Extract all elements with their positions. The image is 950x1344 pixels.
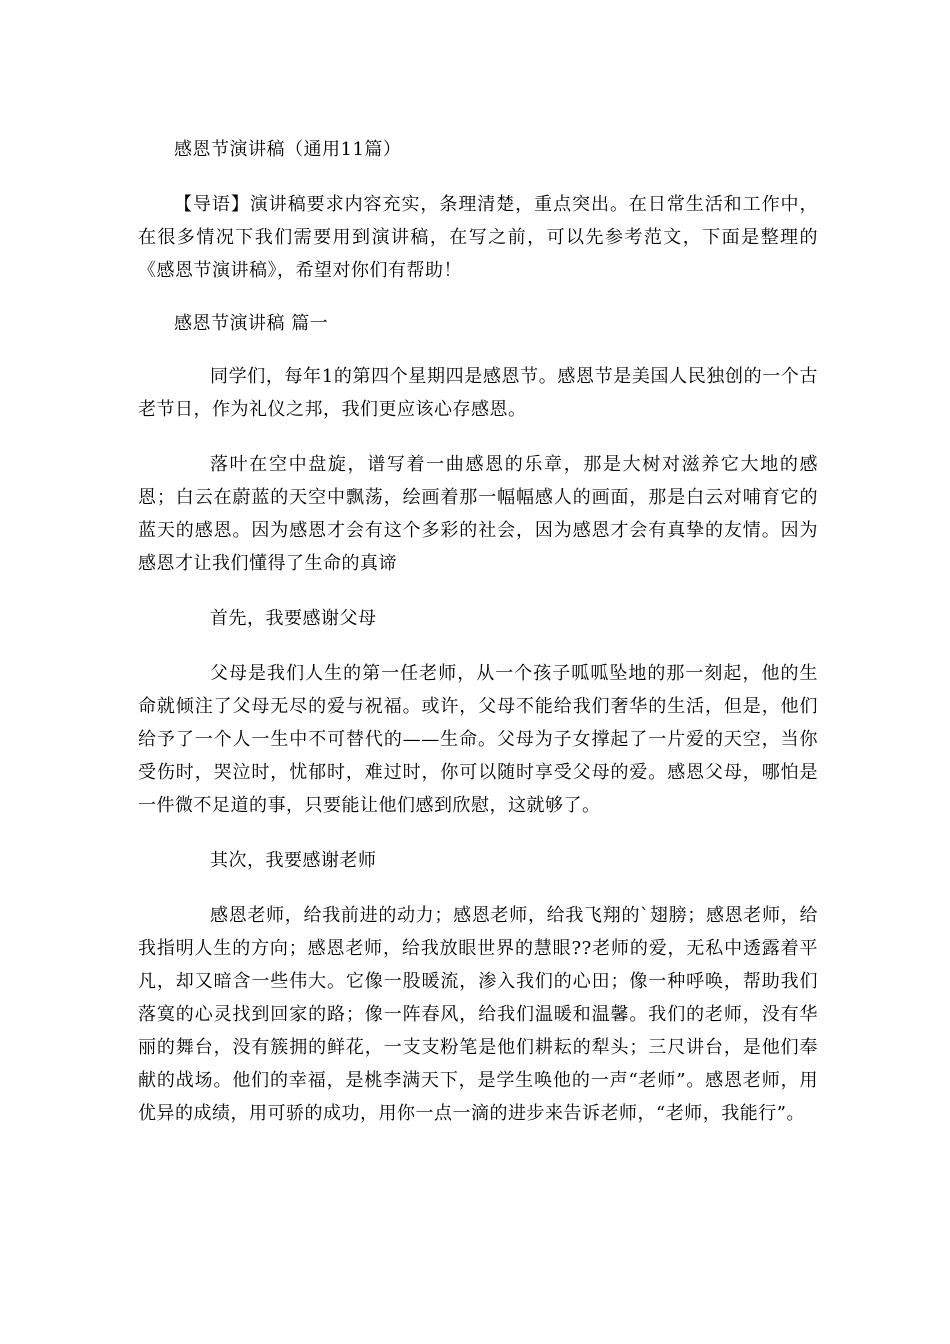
paragraph-parents: 父母是我们人生的第一任老师，从一个孩子呱呱坠地的那一刻起，他的生命就倾注了父母无尽的爱与祝福。或许，父母不能给我们奢华的生活，但是，他们给予了一个人一生中不可替代的——生命。父母为子女撑起了一片爱的天空，当你受伤时，哭泣时，忧郁时，难过时，你可以随时享受父母的爱。感恩父母，哪怕是一件微不足道的事，只要能让他们感到欣慰，这就够了。 <box>138 663 818 816</box>
intro-paragraph: 【导语】演讲稿要求内容充实，条理清楚，重点突出。在日常生活和工作中，在很多情况下我们需要用到演讲稿，在写之前，可以先参考范文，下面是整理的《感恩节演讲稿》，希望对你们有帮助！ <box>138 194 818 281</box>
paragraph-falling-leaves: 落叶在空中盘旋，谱写着一曲感恩的乐章，那是大树对滋养它大地的感恩；白云在蔚蓝的天空中飘荡，绘画着那一幅幅感人的画面，那是白云对哺育它的蓝天的感恩。因为感恩才会有这个多彩的社会，因为感恩才会有真挚的友情。因为感恩才让我们懂得了生命的真谛 <box>138 454 818 574</box>
document-body <box>138 133 818 1152</box>
paragraph-thanksgiving-intro: 同学们，每年1的第四个星期四是感恩节。感恩节是美国人民独创的一个古老节日，作为礼仪之邦，我们更应该心存感恩。 <box>138 366 818 420</box>
subheading-parents: 首先，我要感谢父母 <box>210 608 377 629</box>
subheading-teachers: 其次，我要感谢老师 <box>210 850 377 871</box>
document-title: 感恩节演讲稿（通用11篇） <box>174 139 402 160</box>
paragraph-teachers: 感恩老师，给我前进的动力；感恩老师，给我飞翔的`翅膀；感恩老师，给我指明人生的方向；感恩老师，给我放眼世界的慧眼??老师的爱，无私中透露着平凡，却又暗含一些伟大。它像一股暖流，渗入我们的心田；像一种呼唤，帮助我们落寞的心灵找到回家的路；像一阵春风，给我们温暖和温馨。我们的老师，没有华丽的舞台，没有簇拥的鲜花，一支支粉笔是他们耕耘的犁头；三尺讲台，是他们奉献的战场。他们的幸福，是桃李满天下，是学生唤他的一声“老师”。感恩老师，用优异的成绩，用可骄的成功，用你一点一滴的进步来告诉老师，“老师，我能行”。 <box>138 905 818 1124</box>
section-heading: 感恩节演讲稿 篇一 <box>174 313 329 334</box>
